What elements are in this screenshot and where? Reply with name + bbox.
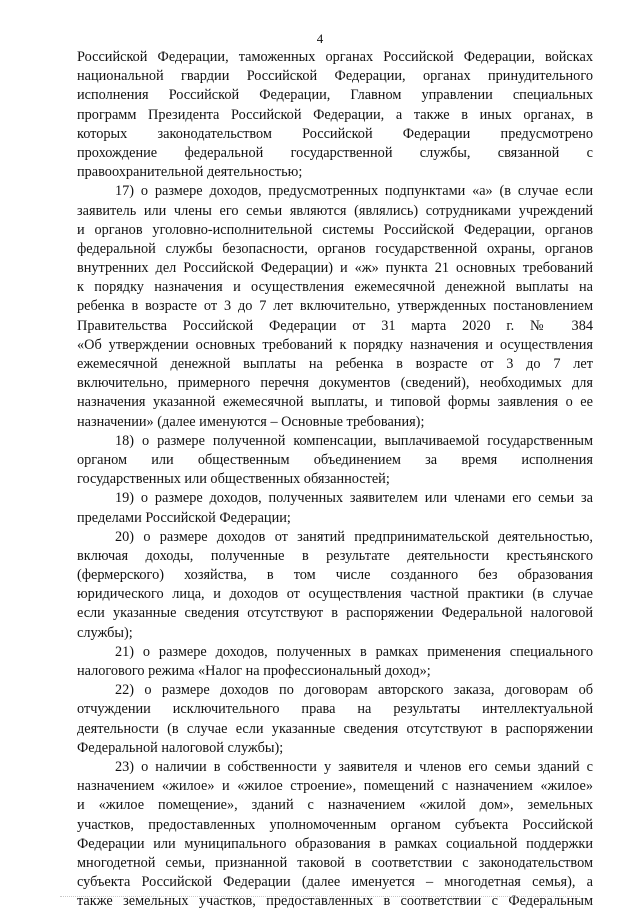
text-line: если указанные сведения отсутствуют в распоряжении Федеральной налоговой (77, 605, 593, 622)
text-line: внутренних дел Российской Федерации) и «ж» пункта 21 основных требований (77, 260, 593, 277)
text-line: юридического лица, и доходов от осуществления частной практики (в случае (77, 586, 593, 603)
paragraph-23-line: 23) о наличии в собственности у заявителя и членов его семьи зданий с (115, 758, 593, 775)
text-line: пределами Российской Федерации; (77, 509, 291, 526)
text-line: ребенка в возрасте от 3 до 7 лет включительно, утвержденных постановлением (77, 298, 593, 315)
paragraph-17-line: 17) о размере доходов, предусмотренных подпунктами «а» (в случае если (115, 183, 593, 200)
text-line: и «жилое помещение», зданий с назначением «жилой дом», земельных (77, 797, 593, 814)
text-line: участков, предоставленных уполномоченным органом субъекта Российской (77, 816, 593, 833)
text-line: (фермерского) хозяйства, в том числе созданного без образования (77, 567, 593, 584)
page-number: 4 (316, 31, 324, 46)
text-line: отчуждении исключительного права на результаты интеллектуальной (77, 701, 593, 718)
text-line: назначением «жилое» и «жилое строение», помещений с назначением «жилое» (77, 778, 593, 795)
text-line: федеральной службы безопасности, органов государственной охраны, органов (77, 240, 593, 257)
text-line: государственных или общественных обязанностей; (77, 471, 390, 488)
text-line: включительно, примерного перечня документов (сведений), необходимых для (77, 375, 593, 392)
text-line: и органов уголовно-исполнительной системы Российской Федерации, органов (77, 221, 593, 238)
paragraph-21-line: 21) о размере доходов, полученных в рамках применения специального (115, 643, 593, 660)
text-line: назначения указанной ежемесячной выплаты, и типовой формы заявления о ее (77, 394, 593, 411)
text-line: налогового режима «Налог на профессиональный доход»; (77, 663, 431, 679)
text-line: многодетной семьи, признанной таковой в соответствии с законодательством (77, 854, 593, 871)
text-line: Федеральной налоговой службы); (77, 739, 284, 756)
text-line: прохождение федеральной государственной службы, связанной с (77, 144, 593, 161)
text-line: включая доходы, полученные в результате деятельности крестьянского (77, 547, 593, 564)
paragraph-20-line: 20) о размере доходов от занятий предпринимательской деятельностью, (115, 528, 593, 545)
paragraph-22-line: 22) о размере доходов по договорам авторского заказа, договорам об (115, 682, 593, 699)
text-line: программ Президента Российской Федерации, а также в иных органах, в (77, 106, 593, 123)
text-line: к порядку назначения и осуществления ежемесячной денежной выплаты на (77, 279, 593, 296)
paragraph-18-line: 18) о размере полученной компенсации, выплачиваемой государственным (115, 432, 593, 449)
text-line: Российской Федерации, таможенных органах Российской Федерации, войсках (77, 49, 593, 65)
text-line: службы); (77, 624, 133, 641)
text-line: Федерации или муниципального образования в рамках социальной поддержки (77, 835, 593, 852)
text-line: деятельности (в случае если указанные сведения отсутствуют в распоряжении (77, 720, 593, 737)
text-line: правоохранительной деятельностью; (77, 164, 303, 181)
text-line: заявитель или члены его семьи являются (являлись) сотрудниками учреждений (77, 202, 593, 219)
text-line: ежемесячной денежной выплаты на ребенка в возрасте от 3 до 7 лет (77, 356, 593, 372)
document-body (77, 48, 593, 911)
text-line: субъекта Российской Федерации (далее именуется – многодетная семья), а (77, 874, 593, 891)
text-line: «Об утверждении основных требований к порядку назначения и осуществления (77, 336, 593, 353)
text-line: исполнения Российской Федерации, Главном управлении специальных (77, 87, 593, 104)
text-line: также земельных участков, предоставленных в соответствии с Федеральным (77, 893, 593, 910)
text-line: органом или общественным объединением за время исполнения (77, 451, 593, 468)
paragraph-19-line: 19) о размере доходов, полученных заявителем или членами его семьи за (115, 490, 593, 507)
page-bottom-divider (60, 896, 580, 898)
text-line: Правительства Российской Федерации от 31 марта 2020 г. № 384 (77, 317, 593, 334)
text-line: которых законодательством Российской Федерации предусмотрено (77, 125, 593, 142)
text-line: назначении» (далее именуются – Основные требования); (77, 413, 425, 430)
text-line: национальной гвардии Российской Федерации, органах принудительного (77, 68, 593, 85)
